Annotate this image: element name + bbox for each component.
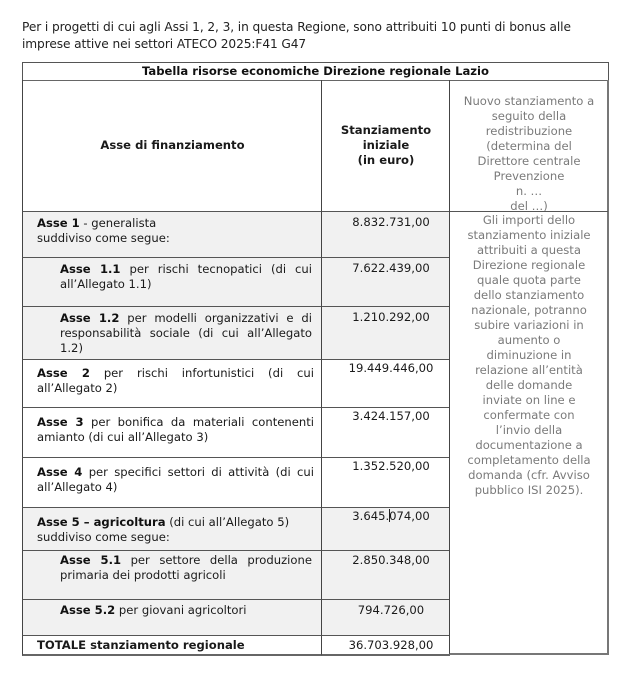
table-row-asse-5-1-label — [22, 551, 322, 600]
note-line: domanda (cfr. Avviso — [468, 468, 590, 482]
header-asse — [22, 80, 322, 212]
note-header-line: Prevenzione — [493, 169, 565, 183]
table-row-total-label: TOTALE stanziamento regionale — [22, 636, 322, 656]
note-line: documentazione a — [475, 438, 583, 452]
table-title: Tabella risorse economiche Direzione regionale Lazio — [22, 62, 609, 81]
amount-part-1: 3.645. — [352, 509, 390, 523]
note-header-line: redistribuzione — [485, 124, 573, 138]
row-label-text: per rischi tecnopatici (di cui all’Allegato 1.1) — [60, 262, 312, 291]
row-label-bold: Asse 1.1 — [60, 262, 121, 276]
amount-part-2: 074,00 — [389, 509, 430, 523]
note-header-line: n. … — [515, 184, 543, 198]
table-row-asse-4-amount: 1.352.520,00 — [321, 458, 450, 508]
row-label-text: - generalista — [79, 216, 157, 230]
row-label-bold: Asse 1 — [37, 216, 80, 230]
table-row-asse-1-2-amount: 1.210.292,00 — [321, 307, 450, 360]
table-row-asse-2-amount: 19.449.446,00 — [321, 360, 450, 408]
row-label-bold: Asse 5.1 — [60, 553, 122, 567]
note-line: pubblico ISI 2025). — [474, 483, 584, 497]
note-divider — [450, 211, 608, 212]
note-line: subire variazioni in — [474, 318, 584, 332]
note-line: aumento o — [497, 333, 561, 347]
note-column — [449, 80, 609, 655]
note-line: attribuiti a questa — [477, 243, 581, 257]
note-header-line: Nuovo stanziamento a — [463, 94, 595, 108]
note-line: inviate on line e — [482, 393, 576, 407]
note-text — [450, 213, 608, 498]
note-line: completamento della — [467, 453, 591, 467]
row-label-bold: Asse 3 — [37, 415, 84, 429]
note-line: l’invio della — [495, 423, 563, 437]
table-row-asse-2-label — [22, 360, 322, 408]
row-label-text: per specifici settori di attività (di cui all’Allegato 4) — [37, 465, 314, 494]
note-header-line: (determina del — [486, 139, 572, 153]
row-label-text: per rischi infortunistici (di cui all’Allegato 2) — [37, 366, 314, 395]
note-line: delle domande — [485, 378, 573, 392]
table-row-asse-3-amount: 3.424.157,00 — [321, 408, 450, 458]
table-row-asse-5-2-amount: 794.726,00 — [321, 600, 450, 636]
note-line: relazione all’entità — [475, 363, 583, 377]
note-line: Gli importi dello — [482, 213, 576, 227]
header-asse-label: Asse di finanziamento — [100, 138, 245, 152]
table-row-asse-1-2-label — [22, 307, 322, 360]
table-row-asse-1-1-label — [22, 258, 322, 307]
row-label-bold: Asse 1.2 — [60, 311, 120, 325]
row-label-bold: Asse 5 – agricoltura — [37, 515, 166, 529]
note-line: Direzione regionale — [472, 258, 586, 272]
note-line: quale quota parte — [477, 273, 581, 287]
table-row-asse-4-label — [22, 458, 322, 508]
table-row-asse-5-amount[interactable] — [321, 508, 450, 551]
table-row-asse-1-1-amount: 7.622.439,00 — [321, 258, 450, 307]
note-line: stanziamento iniziale — [467, 228, 591, 242]
header-stanziamento-line-1: Stanziamento — [340, 123, 432, 137]
header-stanziamento — [321, 80, 450, 212]
intro-paragraph — [22, 19, 622, 53]
table-row-asse-1-label — [22, 212, 322, 258]
row-label-text: per settore della produzione primaria dei prodotti agricoli — [60, 553, 312, 582]
row-label-bold: Asse 4 — [37, 465, 83, 479]
note-line: confermate con — [483, 408, 575, 422]
row-label-text: per giovani agricoltori — [115, 603, 247, 617]
intro-line-2: imprese attive nei settori ATECO 2025:F41 G47 — [22, 37, 307, 51]
table-row-asse-5-2-label — [22, 600, 322, 636]
row-label-text: per modelli organizzativi e di responsabilità sociale (di cui all’Allegato 1.2) — [60, 311, 312, 355]
row-label-text: per bonifica da materiali contenenti amianto (di cui all’Allegato 3) — [37, 415, 314, 444]
intro-line-1: Per i progetti di cui agli Assi 1, 2, 3, in questa Regione, sono attribuiti 10 punti di bonus alle — [22, 20, 571, 34]
row-label-bold: Asse 5.2 — [60, 603, 116, 617]
note-header-line: seguito della — [491, 109, 567, 123]
note-line: nazionale, potranno — [471, 303, 587, 317]
table-row-total-amount: 36.703.928,00 — [321, 636, 450, 656]
table-row-asse-5-1-amount: 2.850.348,00 — [321, 551, 450, 600]
table-row-asse-1-amount: 8.832.731,00 — [321, 212, 450, 258]
row-label-bold: Asse 2 — [37, 366, 90, 380]
header-stanziamento-line-2: iniziale — [362, 138, 410, 152]
header-stanziamento-line-3: (in euro) — [357, 153, 415, 167]
note-line: diminuzione in — [486, 348, 572, 362]
table-row-asse-5-label — [22, 508, 322, 551]
note-header-line: del …) — [510, 199, 548, 213]
note-header-line: Direttore centrale — [477, 154, 581, 168]
row-label-line-2: suddiviso come segue: — [37, 231, 170, 245]
row-label-text: (di cui all’Allegato 5) — [165, 515, 290, 529]
table-row-asse-3-label — [22, 408, 322, 458]
note-line: dello stanziamento — [473, 288, 585, 302]
header-nuovo-stanziamento — [450, 94, 608, 214]
row-label-line-2: suddiviso come segue: — [37, 530, 170, 544]
